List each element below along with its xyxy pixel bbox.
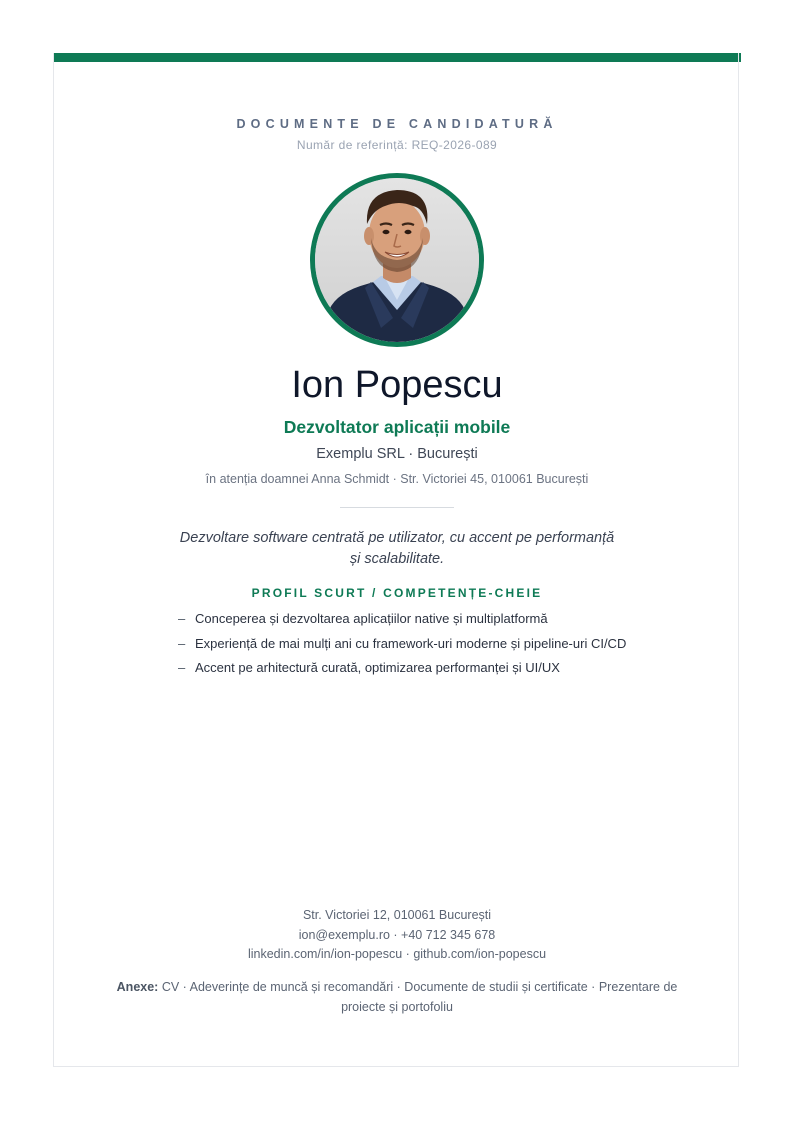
contact-block [0,906,794,965]
tagline: Dezvoltare software centrată pe utilizator, cu accent pe performanță și scalabilitate. [179,530,615,567]
bullet-dash: – [178,611,186,626]
skills-list [178,610,626,684]
list-item [178,610,626,635]
portrait-illustration [315,178,479,342]
contact-email-phone[interactable]: ion@exemplu.ro · +40 712 345 678 [298,927,496,942]
company-location: Exemplu SRL · București [316,446,478,462]
skill-text: Accent pe arhitectură curată, optimizarea performanței și UI/UX [195,660,560,675]
bullet-dash: – [178,635,186,651]
candidate-name: Ion Popescu [291,364,503,406]
annexes [115,978,679,1017]
document-type-heading: DOCUMENTE DE CANDIDATURĂ [236,117,558,131]
section-divider [340,507,454,508]
annex-items: CV · Adeverințe de muncă și recomandări · Documente de studii și certificate · Prezentare de proiecte și portofoliu [161,980,678,1014]
skill-text: Experiență de mai mulți ani cu framework-uri moderne și pipeline-uri CI/CD [195,635,627,651]
profile-photo [310,173,484,347]
job-title: Dezvoltator aplicații mobile [283,417,511,437]
skill-text: Conceperea și dezvoltarea aplicațiilor native și multiplatformă [195,611,548,626]
contact-address: Str. Victoriei 12, 010061 București [302,908,492,922]
recipient-line: în atenția doamnei Anna Schmidt · Str. Victoriei 45, 010061 București [205,472,589,486]
reference-number: Număr de referință: REQ-2026-089 [296,138,498,152]
bullet-dash: – [178,660,186,675]
list-item [178,635,626,660]
skills-section-title: PROFIL SCURT / COMPETENȚE-CHEIE [251,586,543,600]
annex-label: Anexe: [116,980,159,994]
contact-links[interactable]: linkedin.com/in/ion-popescu · github.com/ion-popescu [247,947,547,961]
list-item [178,659,626,684]
